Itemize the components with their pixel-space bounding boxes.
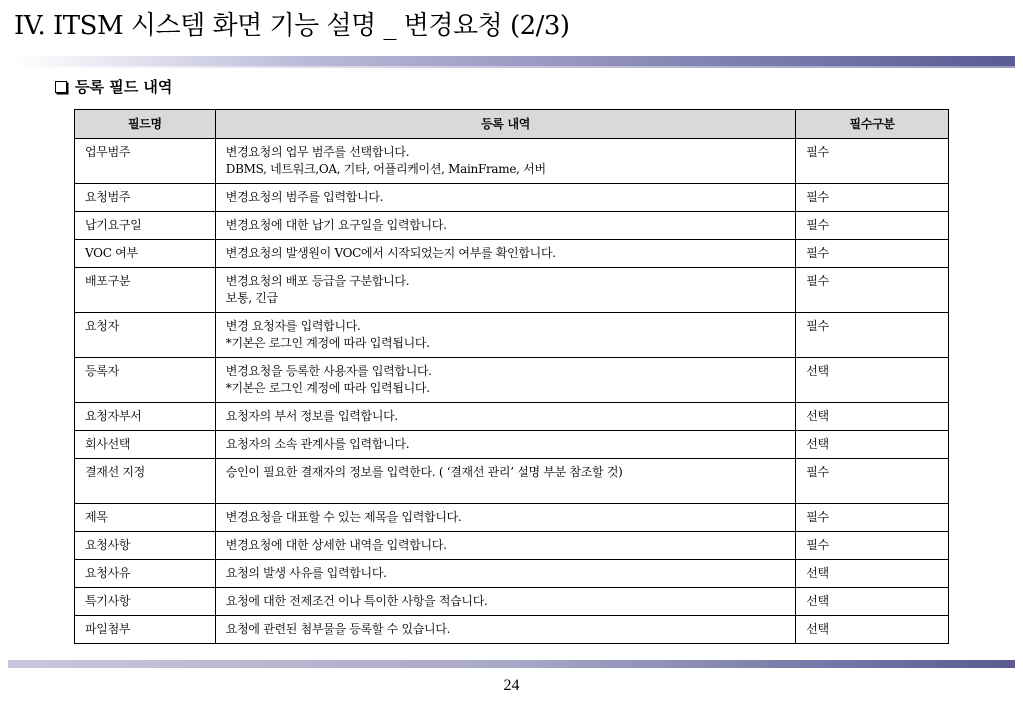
description-line: 승인이 필요한 결재자의 정보를 입력한다. ( ‘결재선 관리’ 설명 부분 참조할 것): [225, 465, 623, 479]
cell-required: 선택: [796, 588, 949, 616]
table-row: [75, 403, 949, 431]
description-line: 변경요청을 대표할 수 있는 제목을 입력합니다.: [225, 510, 462, 524]
description-line: 변경요청에 대한 납기 요구일을 입력합니다.: [225, 218, 447, 232]
section-heading: [55, 76, 172, 98]
cell-field: 요청사항: [75, 532, 216, 560]
cell-field: 요청자부서: [75, 403, 216, 431]
cell-required: 필수: [796, 268, 949, 313]
cell-required: 필수: [796, 139, 949, 184]
table-row: [75, 504, 949, 532]
table-row: [75, 240, 949, 268]
cell-description: [215, 459, 795, 504]
cell-required: 필수: [796, 184, 949, 212]
cell-required: 선택: [796, 403, 949, 431]
description-line: *기본은 로그인 계정에 따라 입력됩니다.: [225, 336, 430, 350]
field-table: [74, 109, 949, 644]
description-line: 변경요청의 범주를 입력합니다.: [225, 190, 384, 204]
description-line: 변경요청의 배포 등급을 구분합니다.: [225, 274, 410, 288]
table-row: [75, 212, 949, 240]
cell-field: 업무범주: [75, 139, 216, 184]
table-row: [75, 588, 949, 616]
cell-description: [215, 358, 795, 403]
cell-description: [215, 560, 795, 588]
description-line: 요청의 발생 사유를 입력합니다.: [225, 566, 387, 580]
description-line: 변경요청의 업무 범주를 선택합니다.: [225, 145, 410, 159]
page-title: IV. ITSM 시스템 화면 기능 설명 _ 변경요청 (2/3): [14, 11, 570, 41]
table-row: [75, 358, 949, 403]
cell-description: [215, 403, 795, 431]
cell-description: [215, 212, 795, 240]
cell-required: 필수: [796, 459, 949, 504]
page-number: 24: [503, 677, 520, 694]
cell-required: 선택: [796, 616, 949, 644]
header-required: 필수구분: [796, 110, 949, 139]
cell-field: 특기사항: [75, 588, 216, 616]
cell-required: 선택: [796, 431, 949, 459]
table-row: [75, 184, 949, 212]
table-row: [75, 139, 949, 184]
header-description: 등록 내역: [215, 110, 795, 139]
cell-field: 파일첨부: [75, 616, 216, 644]
table-header-row: [75, 110, 949, 139]
cell-field: VOC 여부: [75, 240, 216, 268]
cell-required: 필수: [796, 313, 949, 358]
cell-description: [215, 504, 795, 532]
checkbox-bullet-icon: [55, 81, 67, 93]
description-line: 변경 요청자를 입력합니다.: [225, 319, 361, 333]
cell-required: 필수: [796, 504, 949, 532]
table-row: [75, 268, 949, 313]
description-line: 요청에 대한 전제조건 이나 특이한 사항을 적습니다.: [225, 594, 488, 608]
cell-description: [215, 588, 795, 616]
description-line: 요청자의 부서 정보를 입력합니다.: [225, 409, 398, 423]
cell-required: 필수: [796, 532, 949, 560]
table-row: [75, 431, 949, 459]
cell-field: 결재선 지정: [75, 459, 216, 504]
cell-description: [215, 532, 795, 560]
cell-description: [215, 616, 795, 644]
table-row: [75, 532, 949, 560]
cell-required: 필수: [796, 240, 949, 268]
title-underline-bar: [12, 56, 1015, 66]
cell-field: 요청사유: [75, 560, 216, 588]
header-field-name: 필드명: [75, 110, 216, 139]
table-row: [75, 560, 949, 588]
table-row: [75, 459, 949, 504]
cell-required: 필수: [796, 212, 949, 240]
cell-required: 선택: [796, 358, 949, 403]
cell-description: [215, 240, 795, 268]
description-line: 요청에 관련된 첨부물을 등록할 수 있습니다.: [225, 622, 451, 636]
description-line: DBMS, 네트워크,OA, 기타, 어플리케이션, MainFrame, 서버: [225, 162, 546, 176]
cell-description: [215, 431, 795, 459]
section-title: 등록 필드 내역: [75, 78, 173, 96]
cell-field: 요청범주: [75, 184, 216, 212]
cell-field: 납기요구일: [75, 212, 216, 240]
description-line: 변경요청을 등록한 사용자를 입력합니다.: [225, 364, 432, 378]
cell-field: 회사선택: [75, 431, 216, 459]
table-row: [75, 313, 949, 358]
title-underline-thin: [12, 66, 1015, 68]
description-line: 보통, 긴급: [225, 291, 278, 305]
description-line: *기본은 로그인 계정에 따라 입력됩니다.: [225, 381, 430, 395]
table-row: [75, 616, 949, 644]
cell-field: 등록자: [75, 358, 216, 403]
description-line: 변경요청의 발생원이 VOC에서 시작되었는지 여부를 확인합니다.: [225, 246, 556, 260]
cell-description: [215, 313, 795, 358]
cell-description: [215, 184, 795, 212]
description-line: 변경요청에 대한 상세한 내역을 입력합니다.: [225, 538, 447, 552]
footer-bar: [8, 660, 1015, 668]
description-line: 요청자의 소속 관계사를 입력합니다.: [225, 437, 410, 451]
cell-required: 선택: [796, 560, 949, 588]
cell-description: [215, 139, 795, 184]
cell-field: 요청자: [75, 313, 216, 358]
cell-field: 배포구분: [75, 268, 216, 313]
cell-description: [215, 268, 795, 313]
cell-field: 제목: [75, 504, 216, 532]
